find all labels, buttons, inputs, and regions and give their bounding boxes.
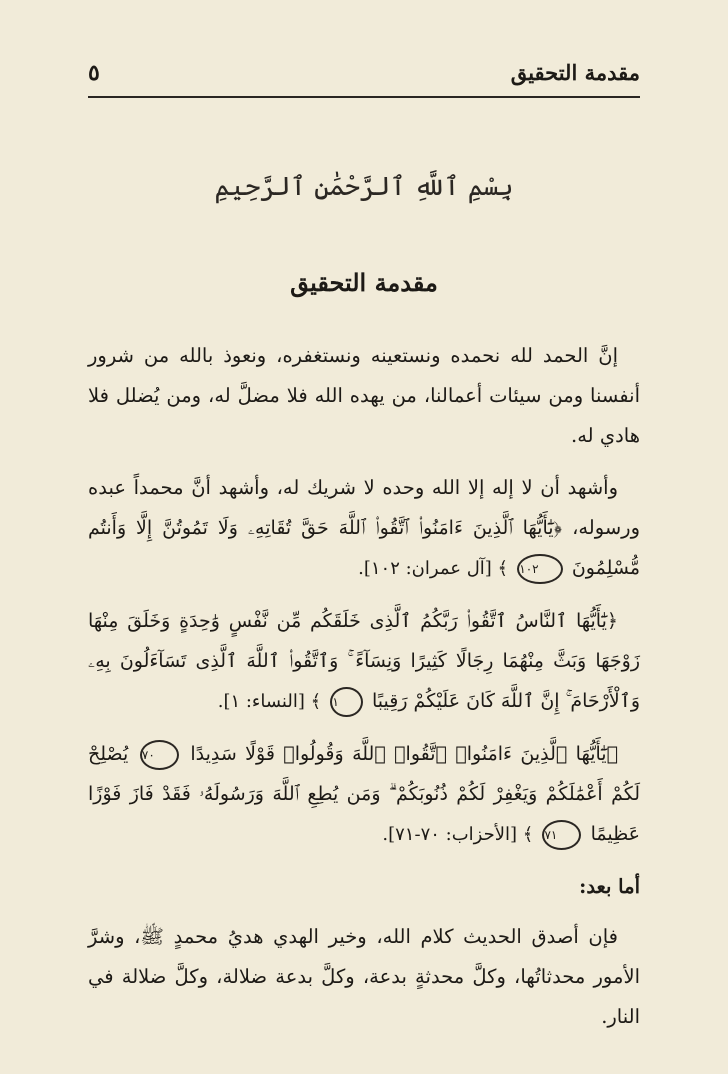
body-text xyxy=(88,336,640,1049)
page-number: ٥ xyxy=(88,60,100,86)
basmala: بِسْمِ ٱللَّهِ ٱلرَّحْمَٰنِ ٱلرَّحِيمِ xyxy=(214,172,514,202)
paragraph-verse-ahzab xyxy=(88,734,640,855)
ayah-number-marker: ٧٠ xyxy=(140,740,179,770)
quran-verse: يُصْلِحْ لَكُمْ أَعْمَٰلَكُمْ وَيَغْفِرْ لَكُمْ ذُنُوبَكُمْ ۗ وَمَن يُطِعِ ٱللَّهَ وَرَسُولَهُۥ فَقَدْ فَازَ فَوْزًا عَظِيمًا xyxy=(88,743,640,845)
running-header xyxy=(88,52,640,98)
paragraph-verse-nisa xyxy=(88,601,640,722)
running-title: مقدمة التحقيق xyxy=(510,60,640,85)
paragraph-hadith: فإن أصدق الحديث كلام الله، وخير الهدي هديُ محمدٍ ﷺ، وشرَّ الأمور محدثاتُها، وكلَّ محدثةٍ بدعة، وكلَّ بدعة ضلالة، وكلَّ ضلالة في النار. xyxy=(88,925,640,1028)
verse-reference: ﴾ [الأحزاب: ٧٠-٧١]. xyxy=(382,824,534,845)
amma-baad-label: أما بعد: xyxy=(579,875,640,898)
paragraph-opening: إنَّ الحمد لله نحمده ونستعينه ونستغفره، ونعوذ بالله من شرور أنفسنا ومن سيئات أعمالنا، من يهده الله فلا مضلَّ له، ومن يُضلل فلا هادي له. xyxy=(88,344,640,447)
paragraph-shahada xyxy=(88,468,640,589)
quran-verse: ﴿يَٰٓأَيُّهَا ٱلنَّاسُ ٱتَّقُوا۟ رَبَّكُمُ ٱلَّذِى خَلَقَكُم مِّن نَّفْسٍ وَٰحِدَةٍ وَخَلَقَ مِنْهَا زَوْجَهَا وَبَثَّ مِنْهُمَا رِجَالًا كَثِيرًا وَنِسَآءً ۚ وَٱتَّقُوا۟ ٱللَّهَ ٱلَّذِى تَسَآءَلُونَ بِهِۦ وَٱلْأَرْحَامَ ۚ إِنَّ ٱللَّهَ كَانَ عَلَيْكُمْ رَقِيبًا xyxy=(88,610,640,712)
ayah-number-marker: ١٠٢ xyxy=(517,554,562,584)
verse-reference: ﴾ [النساء: ١]. xyxy=(217,691,322,712)
ayah-number-marker: ١ xyxy=(330,687,362,717)
quran-verse: ﴿يَٰٓأَيُّهَا ٱلَّذِينَ ءَامَنُوا۟ ٱتَّقُوا۟ ٱللَّهَ حَقَّ تُقَاتِهِۦ وَلَا تَمُوتُنَّ إِلَّا وَأَنتُم مُّسْلِمُونَ xyxy=(88,517,640,579)
section-heading: مقدمة التحقيق xyxy=(290,268,438,297)
quran-verse: ﴿يَٰٓأَيُّهَا ٱلَّذِينَ ءَامَنُوا۟ ٱتَّقُوا۟ ٱللَّهَ وَقُولُوا۟ قَوْلًا سَدِيدًا xyxy=(190,743,618,765)
verse-reference: ﴾ [آل عمران: ١٠٢]. xyxy=(358,558,509,579)
shahada-text: وأشهد أن لا إله إلا الله وحده لا شريك له، وأشهد أنَّ محمداً عبده ورسوله، xyxy=(88,476,640,539)
ayah-number-marker: ٧١ xyxy=(542,820,581,850)
